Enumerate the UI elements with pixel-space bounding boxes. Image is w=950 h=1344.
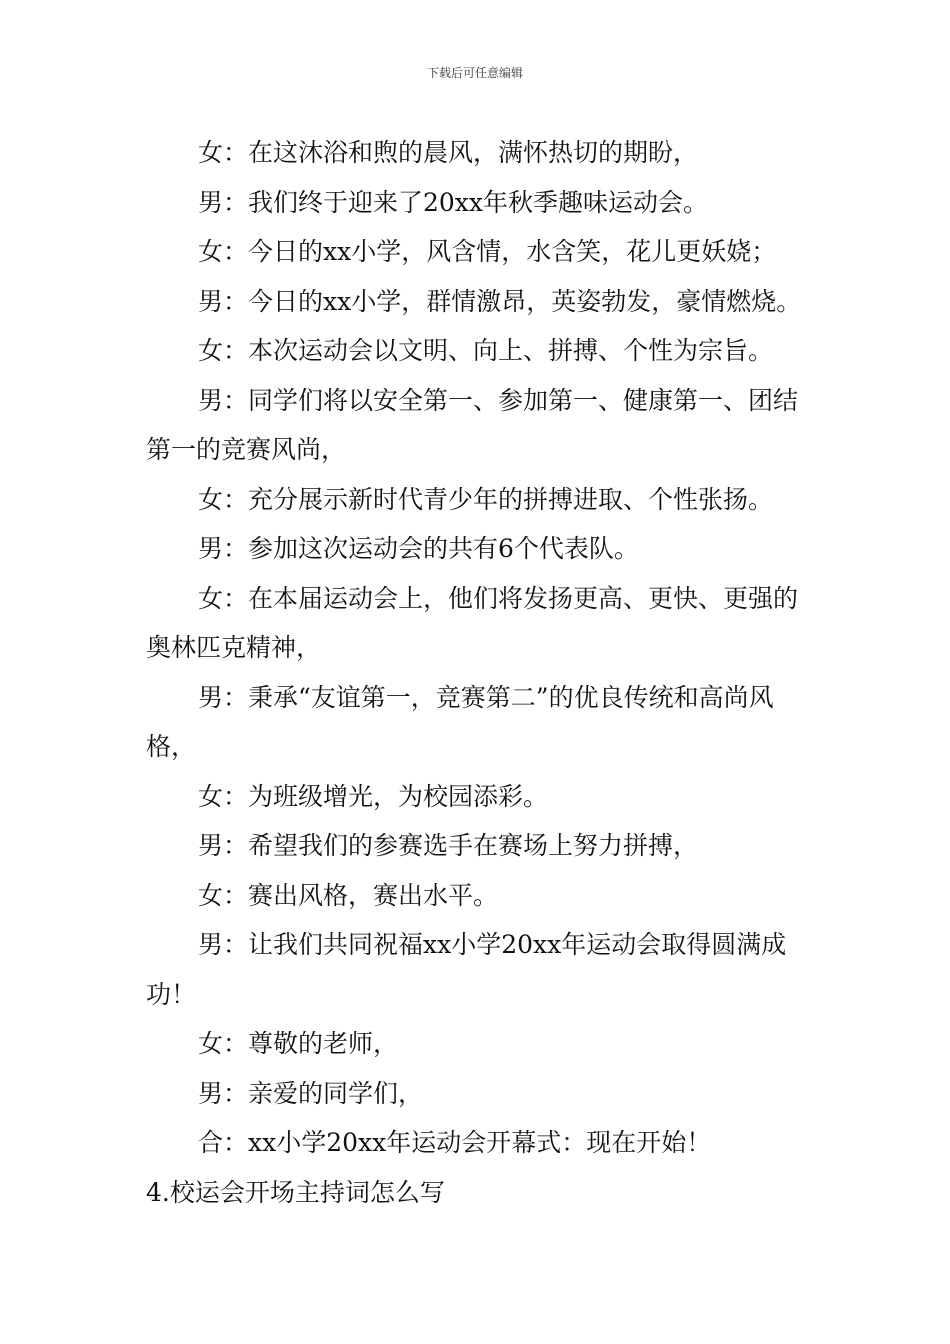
dialogue-line: 女：本次运动会以文明、向上、拼搏、个性为宗旨。: [198, 336, 774, 365]
dialogue-line: 女：充分展示新时代青少年的拼搏进取、个性张扬。: [198, 484, 774, 514]
section-heading: 4.校运会开场主持词怎么写: [146, 1177, 445, 1207]
dialogue-line: 女：赛出风格，赛出水平。: [198, 880, 499, 910]
dialogue-line: 女：在这沐浴和煦的晨风，满怀热切的期盼，: [198, 138, 699, 167]
document-body: [146, 128, 810, 1217]
dialogue-line: 合：xx小学20xx年运动会开幕式：现在开始！: [198, 1128, 712, 1157]
dialogue-line: 女：今日的xx小学，风含情，水含笑，花儿更妖娆；: [198, 237, 777, 266]
dialogue-line: 男：亲爱的同学们，: [198, 1078, 424, 1108]
page-header: 下载后可任意编辑: [426, 66, 523, 80]
dialogue-line: 男：让我们共同祝福xx小学20xx年运动会取得圆满成功！: [146, 930, 787, 1009]
dialogue-line: 男：参加这次运动会的共有6个代表队。: [198, 534, 639, 563]
dialogue-line: 男：我们终于迎来了20xx年秋季趣味运动会。: [198, 187, 709, 217]
dialogue-line: 男：希望我们的参赛选手在赛场上努力拼搏，: [198, 831, 699, 860]
dialogue-line: 女：尊敬的老师，: [198, 1029, 399, 1058]
dialogue-line: 女：为班级增光，为校园添彩。: [198, 781, 549, 811]
dialogue-line: 男：秉承“友谊第一，竞赛第二”的优良传统和高尚风格，: [146, 682, 774, 761]
dialogue-line: 男：同学们将以安全第一、参加第一、健康第一、团结第一的竞赛风尚，: [146, 385, 799, 464]
dialogue-line: 男：今日的xx小学，群情激昂，英姿勃发，豪情燃烧。: [198, 286, 802, 316]
dialogue-line: 女：在本届运动会上，他们将发扬更高、更快、更强的奥林匹克精神，: [146, 583, 799, 662]
